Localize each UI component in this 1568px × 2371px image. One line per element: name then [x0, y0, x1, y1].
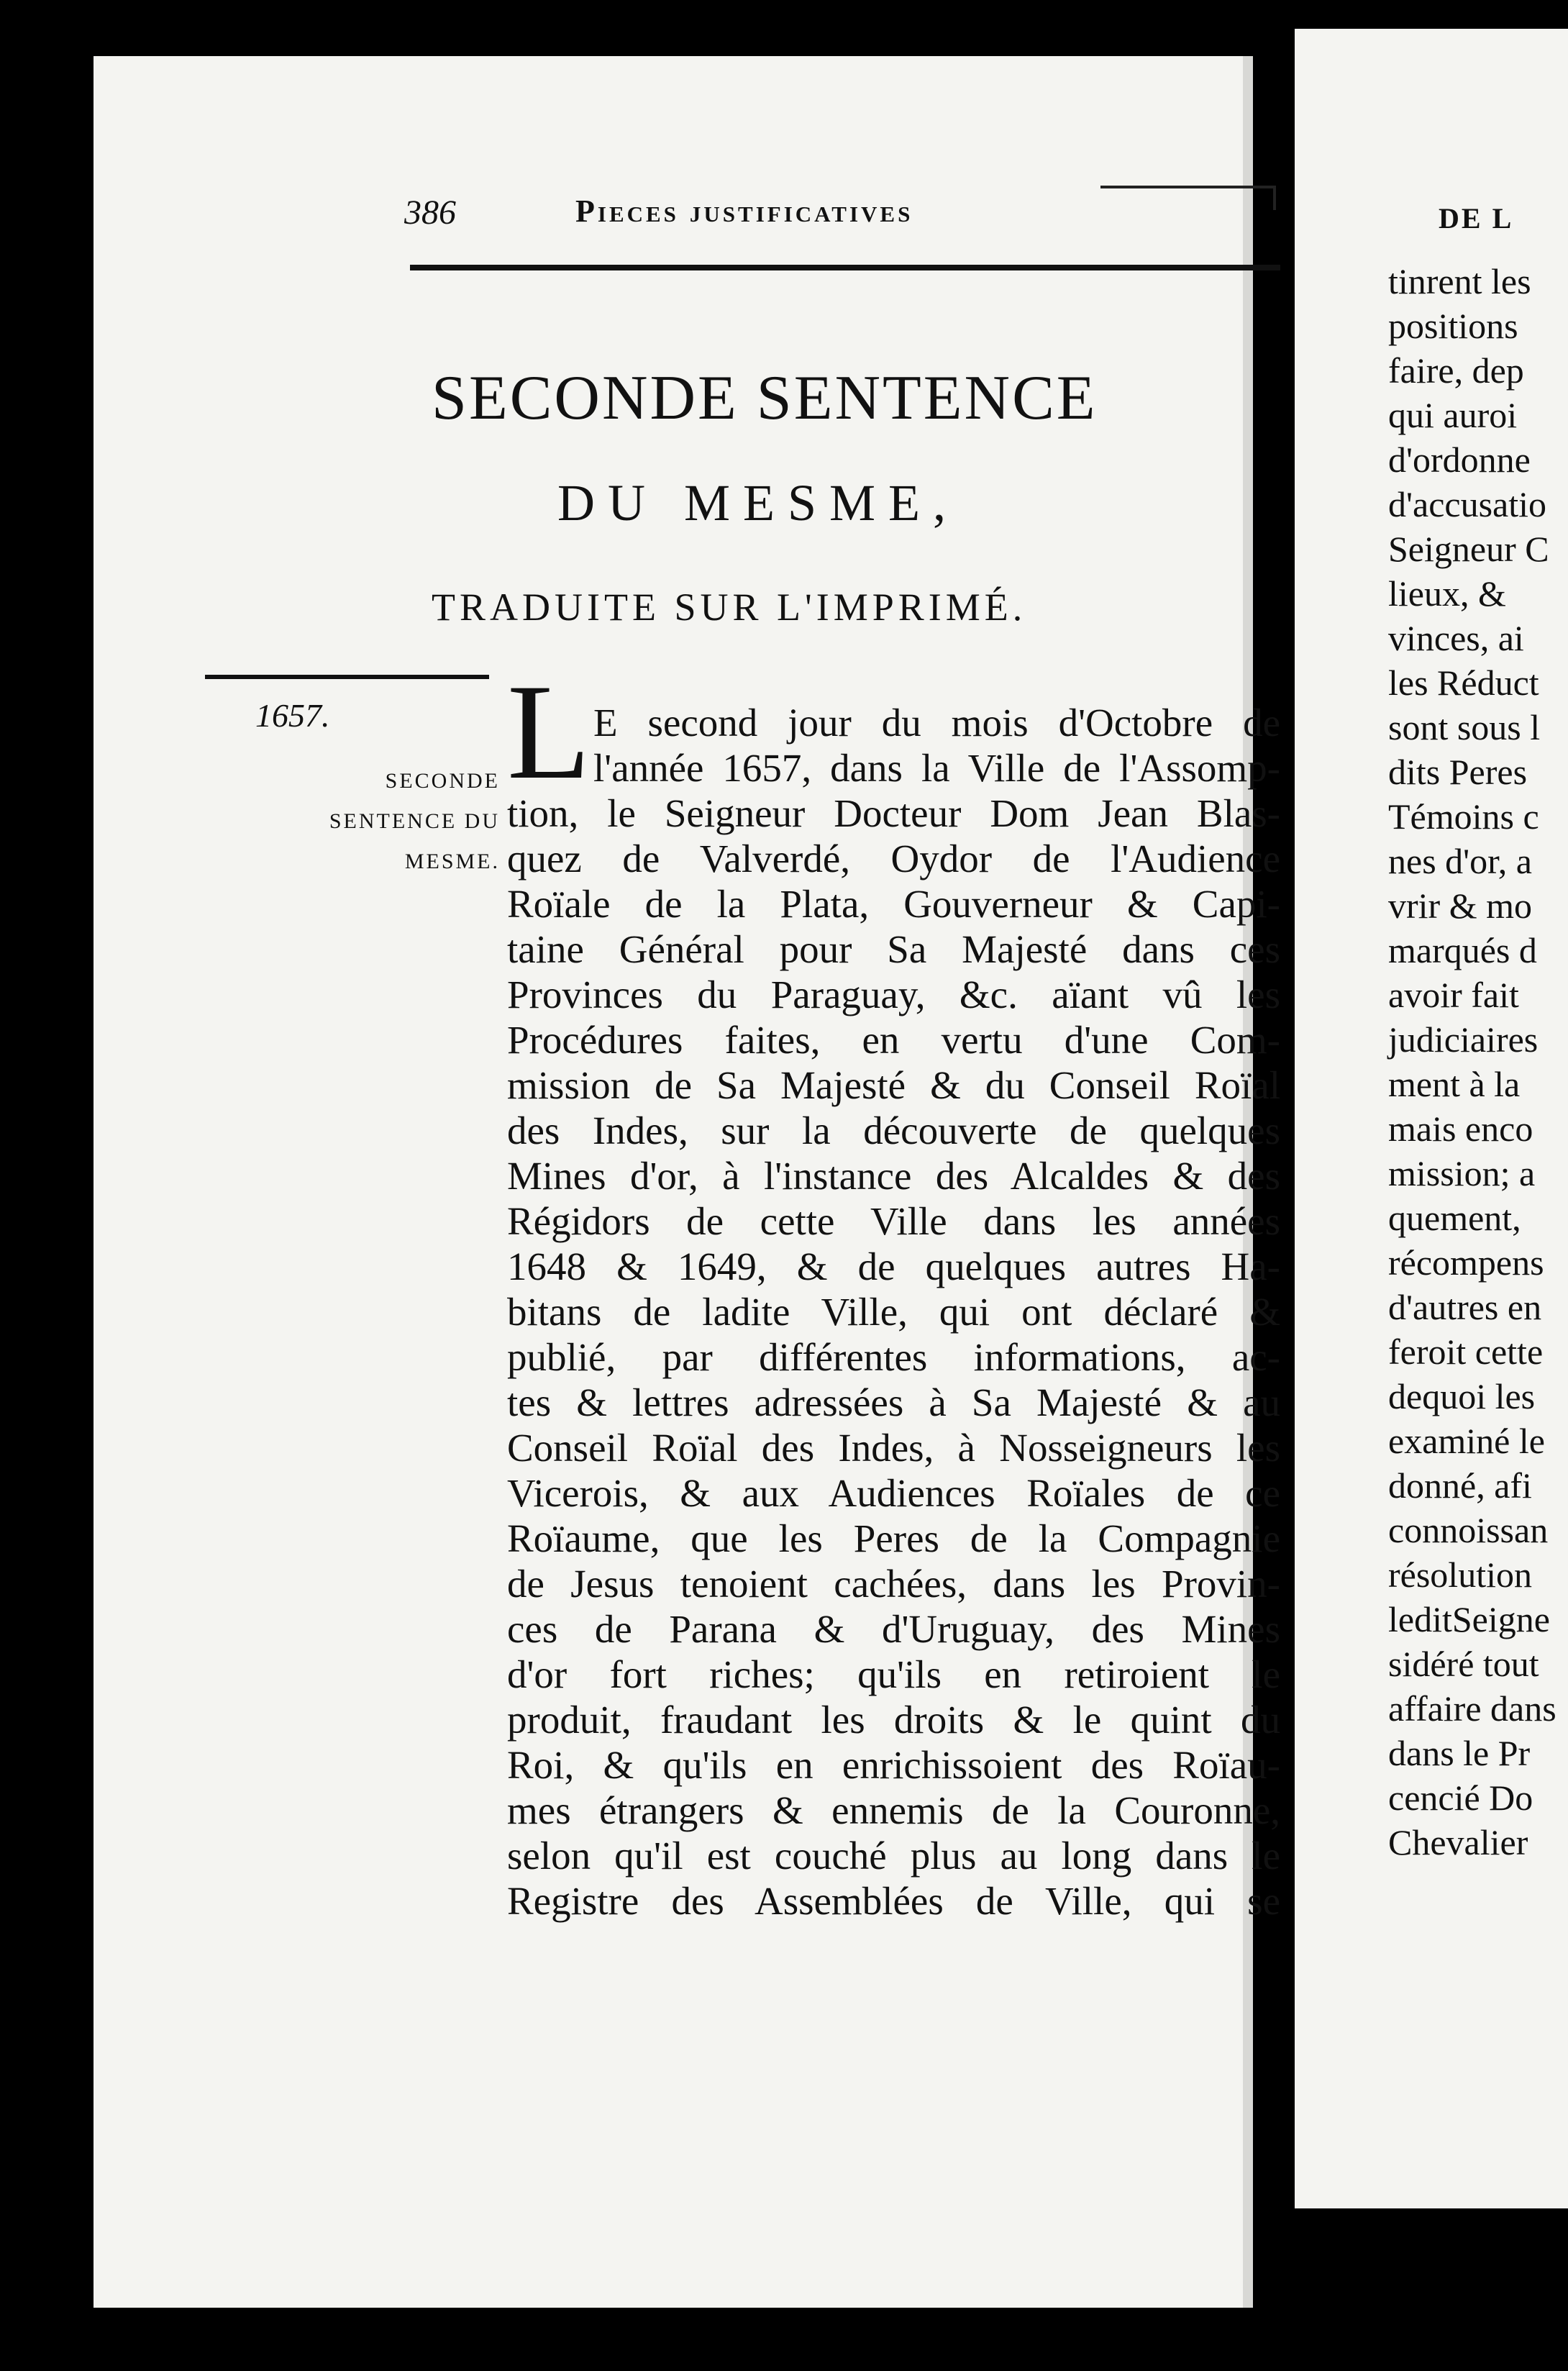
- right-page-line: ment à la: [1388, 1064, 1521, 1104]
- right-page-line: faire, dep: [1388, 350, 1524, 391]
- right-running-head: DE L: [1439, 202, 1514, 235]
- body-line: Roi, & qu'ils en enrichissoient des Roïau-: [507, 1743, 1280, 1787]
- right-page-line: positions: [1388, 306, 1518, 346]
- body-line: Roïale de la Plata, Gouverneur & Capi-: [507, 882, 1280, 926]
- right-page-line: sont sous l: [1388, 707, 1541, 747]
- body-line: de Jesus tenoient cachées, dans les Provin-: [507, 1562, 1280, 1606]
- right-page-line: dequoi les: [1388, 1376, 1536, 1416]
- right-page-text: [1388, 259, 1556, 1865]
- right-page-line: dans le Pr: [1388, 1733, 1531, 1773]
- right-page-line: sidéré tout: [1388, 1644, 1539, 1684]
- document-title: SECONDE SENTENCE: [432, 363, 1098, 433]
- body-text: [507, 700, 1280, 1924]
- document-subtitle: DU MESME,: [557, 474, 960, 532]
- right-page-line: mais enco: [1388, 1109, 1533, 1149]
- right-page-line: les Réduct: [1388, 663, 1539, 703]
- right-page-line: leditSeigne: [1388, 1599, 1550, 1639]
- body-line: Régidors de cette Ville dans les années: [507, 1199, 1280, 1243]
- margin-year: 1657.: [255, 697, 330, 734]
- margin-note-line: SECONDE: [385, 769, 500, 793]
- right-page-line: nes d'or, a: [1388, 841, 1532, 881]
- right-page-line: dits Peres: [1388, 752, 1528, 792]
- right-page-line: avoir fait: [1388, 975, 1519, 1015]
- right-page-line: feroit cette: [1388, 1332, 1544, 1372]
- body-line: Registre des Assemblées de Ville, qui se: [507, 1879, 1280, 1923]
- right-page-line: d'autres en: [1388, 1287, 1542, 1327]
- body-line: tes & lettres adressées à Sa Majesté & au: [507, 1380, 1280, 1424]
- head-bracket: [1100, 186, 1276, 210]
- right-page-line: vrir & mo: [1388, 886, 1532, 926]
- right-page-line: connoissan: [1388, 1510, 1549, 1550]
- body-line: Mines d'or, à l'instance des Alcaldes & des: [507, 1154, 1280, 1198]
- body-line: ces de Parana & d'Uruguay, des Mines: [507, 1607, 1280, 1651]
- right-page-line: d'accusatio: [1388, 484, 1547, 524]
- body-line: 1648 & 1649, & de quelques autres Ha-: [507, 1244, 1280, 1288]
- right-page-line: Témoins c: [1388, 796, 1539, 837]
- body-line: quez de Valverdé, Oydor de l'Audience: [507, 837, 1280, 880]
- right-page-line: cencié Do: [1388, 1778, 1533, 1818]
- right-page-line: donné, afi: [1388, 1465, 1532, 1506]
- right-page-line: judiciaires: [1388, 1019, 1539, 1060]
- drop-cap: L: [507, 657, 591, 808]
- body-line: mes étrangers & ennemis de la Couronne,: [507, 1788, 1280, 1832]
- body-line: Conseil Roïal des Indes, à Nosseigneurs les: [507, 1426, 1280, 1470]
- right-page-line: résolution: [1388, 1555, 1532, 1595]
- body-line: d'or fort riches; qu'ils en retiroient le: [507, 1652, 1280, 1696]
- right-page-line: vinces, ai: [1388, 618, 1524, 658]
- body-line: Procédures faites, en vertu d'une Com-: [507, 1018, 1280, 1062]
- right-page-line: Chevalier: [1388, 1822, 1528, 1862]
- body-line: bitans de ladite Ville, qui ont déclaré &: [507, 1290, 1280, 1334]
- right-page-line: Seigneur C: [1388, 529, 1549, 569]
- header-rule: [410, 265, 1280, 270]
- margin-rule: [205, 675, 489, 679]
- right-page-line: qui auroi: [1388, 395, 1518, 435]
- right-page-line: affaire dans: [1388, 1688, 1556, 1729]
- body-line: E second jour du mois d'Octobre de: [593, 701, 1280, 745]
- body-line: mission de Sa Majesté & du Conseil Roïal: [507, 1063, 1280, 1107]
- right-page-line: récompens: [1388, 1242, 1544, 1283]
- margin-note-line: MESME.: [404, 850, 500, 873]
- left-page: [94, 56, 1280, 2308]
- body-line: des Indes, sur la découverte de quelques: [507, 1109, 1280, 1152]
- translation-note: TRADUITE SUR L'IMPRIMÉ.: [432, 586, 1027, 629]
- right-page-line: mission; a: [1388, 1153, 1536, 1193]
- right-page-line: tinrent les: [1388, 261, 1531, 301]
- right-page: [1295, 29, 1568, 2208]
- body-line: Provinces du Paraguay, &c. aïant vû les: [507, 973, 1280, 1016]
- body-line: Roïaume, que les Peres de la Compagnie: [507, 1516, 1280, 1560]
- right-page-line: examiné le: [1388, 1421, 1545, 1461]
- body-line: taine Général pour Sa Majesté dans ces: [507, 927, 1280, 971]
- margin-note-line: SENTENCE DU: [329, 809, 500, 833]
- body-line: publié, par différentes informations, ac-: [507, 1335, 1280, 1379]
- body-line: tion, le Seigneur Docteur Dom Jean Blas-: [507, 791, 1280, 835]
- right-page-line: marqués d: [1388, 930, 1537, 970]
- body-line: produit, fraudant les droits & le quint du: [507, 1698, 1280, 1742]
- right-page-line: d'ordonne: [1388, 440, 1531, 480]
- page-number: 386: [404, 194, 456, 232]
- body-line: Vicerois, & aux Audiences Roïales de ce: [507, 1471, 1280, 1515]
- body-line: l'année 1657, dans la Ville de l'Assomp-: [593, 746, 1280, 790]
- right-page-line: quement,: [1388, 1198, 1521, 1238]
- running-head: Pieces justificatives: [575, 194, 913, 229]
- right-page-line: lieux, &: [1388, 573, 1506, 614]
- margin-note: [194, 761, 500, 882]
- body-line: selon qu'il est couché plus au long dans le: [507, 1834, 1280, 1878]
